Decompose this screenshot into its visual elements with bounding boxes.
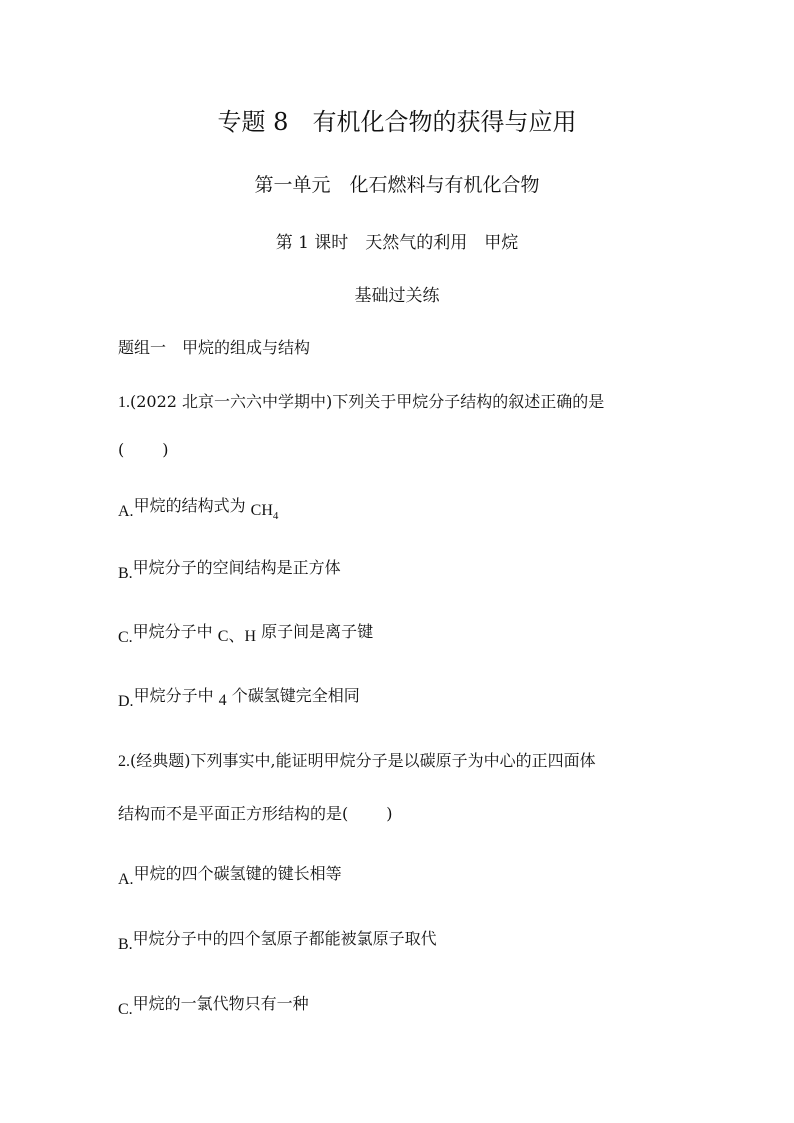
answer-blank: ( ) bbox=[342, 804, 393, 823]
option-a bbox=[118, 864, 342, 888]
lesson-title: 第 1 课时 天然气的利用 甲烷 bbox=[275, 233, 519, 253]
count-number: 4 bbox=[218, 692, 227, 709]
document-title: 专题 8 有机化合物的获得与应用 bbox=[217, 108, 577, 136]
option-text: 甲烷分子中 bbox=[132, 622, 218, 641]
option-text: 甲烷的四个碳氢键的键长相等 bbox=[133, 864, 342, 883]
chemical-formula: $CH_4$ bbox=[250, 502, 279, 523]
option-letter: A. bbox=[118, 503, 134, 520]
practice-title: 基础过关练 bbox=[354, 286, 440, 306]
option-b bbox=[118, 558, 341, 582]
option-c bbox=[118, 994, 309, 1018]
option-d bbox=[118, 686, 360, 710]
question-text: 结构而不是平面正方形结构的是 bbox=[118, 804, 343, 823]
option-text: 原子间是离子键 bbox=[256, 622, 374, 641]
option-letter: C. bbox=[118, 1001, 133, 1018]
option-b bbox=[118, 929, 437, 953]
option-text: 甲烷分子中的四个氢原子都能被氯原子取代 bbox=[132, 929, 437, 948]
question-source: (经典题) bbox=[130, 751, 191, 770]
group-title: 题组一 甲烷的组成与结构 bbox=[118, 338, 311, 357]
option-text: 甲烷分子的空间结构是正方体 bbox=[132, 558, 341, 577]
option-a bbox=[118, 496, 279, 523]
question-source: (2022 北京一六六中学期中) bbox=[130, 392, 333, 411]
option-letter: B. bbox=[118, 565, 133, 582]
unit-title: 第一单元 化石燃料与有机化合物 bbox=[254, 174, 540, 196]
option-letter: B. bbox=[118, 936, 133, 953]
option-text: 甲烷的一氯代物只有一种 bbox=[132, 994, 309, 1013]
element-symbols: C、H bbox=[217, 628, 256, 645]
option-letter: D. bbox=[118, 693, 134, 710]
option-letter: A. bbox=[118, 871, 134, 888]
question-number: 1. bbox=[118, 394, 130, 411]
question-number: 2. bbox=[118, 753, 130, 770]
option-text: 甲烷的结构式为 bbox=[133, 496, 251, 515]
question-2-stem bbox=[118, 753, 596, 770]
question-text: 下列关于甲烷分子结构的叙述正确的是 bbox=[332, 392, 605, 411]
option-text: 甲烷分子中 bbox=[133, 686, 219, 705]
answer-blank: ( ) bbox=[118, 440, 169, 459]
question-text: 下列事实中,能证明甲烷分子是以碳原子为中心的正四面体 bbox=[190, 751, 596, 770]
option-letter: C. bbox=[118, 629, 133, 646]
option-c bbox=[118, 622, 374, 646]
option-text: 个碳氢键完全相同 bbox=[226, 686, 360, 705]
question-1-stem bbox=[118, 394, 604, 411]
question-2-stem-cont bbox=[118, 806, 393, 822]
